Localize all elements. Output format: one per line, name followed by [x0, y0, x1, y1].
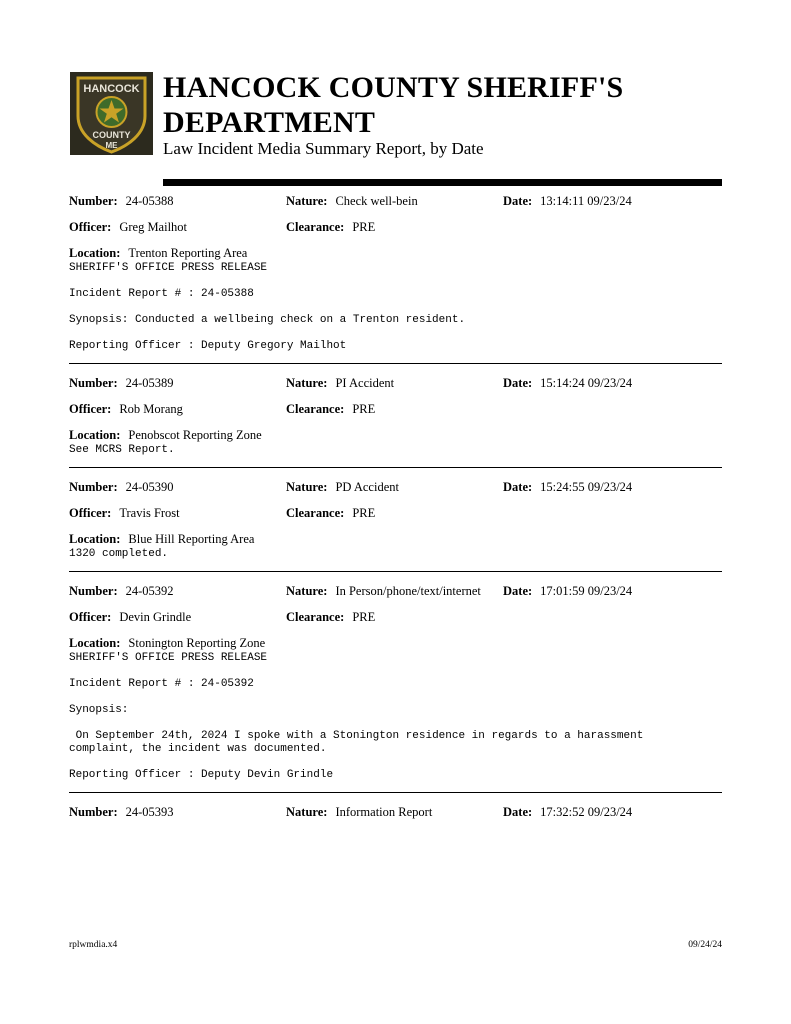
incident-narrative-line: 1320 completed.	[69, 548, 169, 560]
incident-clearance	[286, 504, 375, 523]
incident-record	[69, 582, 722, 793]
incident-record	[69, 374, 722, 468]
incident-number	[69, 192, 174, 211]
incident-officer-label: Officer:	[69, 402, 112, 416]
incident-date-value: 13:14:11 09/23/24	[540, 194, 632, 208]
incident-narrative-line: Reporting Officer : Deputy Gregory Mailhot	[69, 340, 347, 352]
title-line-2: DEPARTMENT	[163, 106, 376, 139]
incident-date-value: 15:24:55 09/23/24	[540, 480, 633, 494]
incident-location-value: Stonington Reporting Zone	[128, 636, 266, 650]
incident-location-label: Location:	[69, 532, 121, 546]
incident-list	[69, 192, 722, 829]
incident-date	[503, 803, 632, 822]
incident-nature	[286, 803, 432, 822]
incident-number-value: 24-05392	[125, 584, 174, 598]
incident-nature-label: Nature:	[286, 805, 328, 819]
incident-record	[69, 478, 722, 572]
incident-row-primary	[69, 582, 722, 608]
footer-print-date: 09/24/24	[688, 940, 722, 950]
report-title	[163, 70, 623, 140]
incident-location-label: Location:	[69, 428, 121, 442]
incident-clearance-label: Clearance:	[286, 220, 345, 234]
incident-narrative-line: Incident Report # : 24-05392	[69, 678, 254, 690]
sheriff-badge-logo	[70, 72, 153, 155]
incident-date	[503, 374, 632, 393]
incident-clearance-label: Clearance:	[286, 506, 345, 520]
incident-narrative-line: SHERIFF'S OFFICE PRESS RELEASE	[69, 652, 268, 664]
incident-nature-value: In Person/phone/text/internet	[335, 584, 481, 598]
incident-row-officer	[69, 400, 722, 426]
incident-date	[503, 192, 632, 211]
incident-spacer	[69, 782, 722, 792]
incident-nature-label: Nature:	[286, 480, 328, 494]
incident-location-value: Trenton Reporting Area	[128, 246, 248, 260]
incident-nature-value: Information Report	[335, 805, 433, 819]
incident-row-officer	[69, 218, 722, 244]
incident-row-primary	[69, 478, 722, 504]
report-header	[70, 70, 722, 170]
header-divider	[163, 179, 722, 186]
incident-date-value: 15:14:24 09/23/24	[540, 376, 633, 390]
footer-report-code: rplwmdia.x4	[69, 940, 118, 950]
incident-location	[69, 634, 265, 653]
incident-date-value: 17:32:52 09/23/24	[540, 805, 633, 819]
incident-nature-value: PD Accident	[335, 480, 399, 494]
incident-number	[69, 478, 174, 497]
svg-text:HANCOCK: HANCOCK	[83, 83, 140, 95]
svg-text:ME: ME	[105, 141, 118, 150]
incident-date-label: Date:	[503, 584, 533, 598]
incident-row-officer	[69, 504, 722, 530]
incident-nature	[286, 192, 418, 211]
incident-clearance	[286, 400, 375, 419]
incident-spacer	[69, 353, 722, 363]
incident-location-value: Blue Hill Reporting Area	[128, 532, 255, 546]
incident-row-location	[69, 634, 722, 652]
incident-number-value: 24-05388	[125, 194, 174, 208]
incident-clearance	[286, 608, 375, 627]
incident-officer-label: Officer:	[69, 610, 112, 624]
incident-officer	[69, 504, 180, 523]
incident-number-label: Number:	[69, 480, 118, 494]
incident-number-label: Number:	[69, 805, 118, 819]
incident-clearance	[286, 218, 375, 237]
incident-location	[69, 426, 262, 445]
incident-spacer	[69, 561, 722, 571]
incident-number	[69, 582, 174, 601]
title-line-1: HANCOCK COUNTY SHERIFF'S	[163, 71, 624, 104]
incident-officer-label: Officer:	[69, 506, 112, 520]
incident-location-label: Location:	[69, 246, 121, 260]
incident-number	[69, 374, 174, 393]
svg-text:COUNTY: COUNTY	[92, 130, 131, 140]
incident-nature-label: Nature:	[286, 194, 328, 208]
incident-narrative-line: See MCRS Report.	[69, 444, 175, 456]
incident-row-primary	[69, 803, 722, 829]
incident-clearance-label: Clearance:	[286, 402, 345, 416]
incident-date-value: 17:01:59 09/23/24	[540, 584, 633, 598]
incident-nature-label: Nature:	[286, 376, 328, 390]
incident-date-label: Date:	[503, 805, 533, 819]
incident-officer-value: Rob Morang	[119, 402, 183, 416]
incident-row-officer	[69, 608, 722, 634]
report-subtitle: Law Incident Media Summary Report, by Date	[163, 139, 484, 158]
incident-clearance-label: Clearance:	[286, 610, 345, 624]
incident-row-location	[69, 530, 722, 548]
incident-date-label: Date:	[503, 480, 533, 494]
incident-record	[69, 192, 722, 364]
incident-date	[503, 582, 632, 601]
incident-location-value: Penobscot Reporting Zone	[128, 428, 262, 442]
incident-nature	[286, 374, 394, 393]
incident-number-label: Number:	[69, 376, 118, 390]
incident-officer-value: Greg Mailhot	[119, 220, 188, 234]
incident-nature-value: PI Accident	[335, 376, 395, 390]
incident-narrative-line: Incident Report # : 24-05388	[69, 288, 254, 300]
incident-officer-value: Travis Frost	[119, 506, 180, 520]
incident-number-value: 24-05389	[125, 376, 174, 390]
incident-spacer	[69, 457, 722, 467]
incident-nature-value: Check well-bein	[335, 194, 418, 208]
incident-number-label: Number:	[69, 194, 118, 208]
incident-officer	[69, 608, 191, 627]
incident-location	[69, 530, 254, 549]
incident-row-location	[69, 244, 722, 262]
incident-officer-value: Devin Grindle	[119, 610, 192, 624]
incident-officer	[69, 400, 183, 419]
incident-row-primary	[69, 374, 722, 400]
incident-narrative-line: Synopsis:	[69, 704, 129, 716]
incident-date-label: Date:	[503, 376, 533, 390]
incident-row-primary	[69, 192, 722, 218]
incident-record	[69, 803, 722, 829]
incident-clearance-value: PRE	[352, 402, 376, 416]
incident-clearance-value: PRE	[352, 506, 376, 520]
incident-narrative-line: Synopsis: Conducted a wellbeing check on a Trenton resident.	[69, 314, 466, 326]
incident-clearance-value: PRE	[352, 220, 376, 234]
incident-row-location	[69, 426, 722, 444]
incident-nature	[286, 478, 399, 497]
incident-location-label: Location:	[69, 636, 121, 650]
incident-number	[69, 803, 174, 822]
incident-nature	[286, 582, 481, 601]
incident-number-value: 24-05390	[125, 480, 174, 494]
incident-nature-label: Nature:	[286, 584, 328, 598]
incident-clearance-value: PRE	[352, 610, 376, 624]
incident-narrative-line: Reporting Officer : Deputy Devin Grindle	[69, 769, 334, 781]
incident-narrative-line: On September 24th, 2024 I spoke with a Stonington residence in regards to a harassment complaint, the incident was documented.	[69, 730, 644, 755]
incident-number-value: 24-05393	[125, 805, 174, 819]
incident-officer	[69, 218, 187, 237]
incident-location	[69, 244, 247, 263]
incident-date-label: Date:	[503, 194, 533, 208]
incident-narrative-line: SHERIFF'S OFFICE PRESS RELEASE	[69, 262, 268, 274]
incident-officer-label: Officer:	[69, 220, 112, 234]
incident-number-label: Number:	[69, 584, 118, 598]
incident-date	[503, 478, 632, 497]
